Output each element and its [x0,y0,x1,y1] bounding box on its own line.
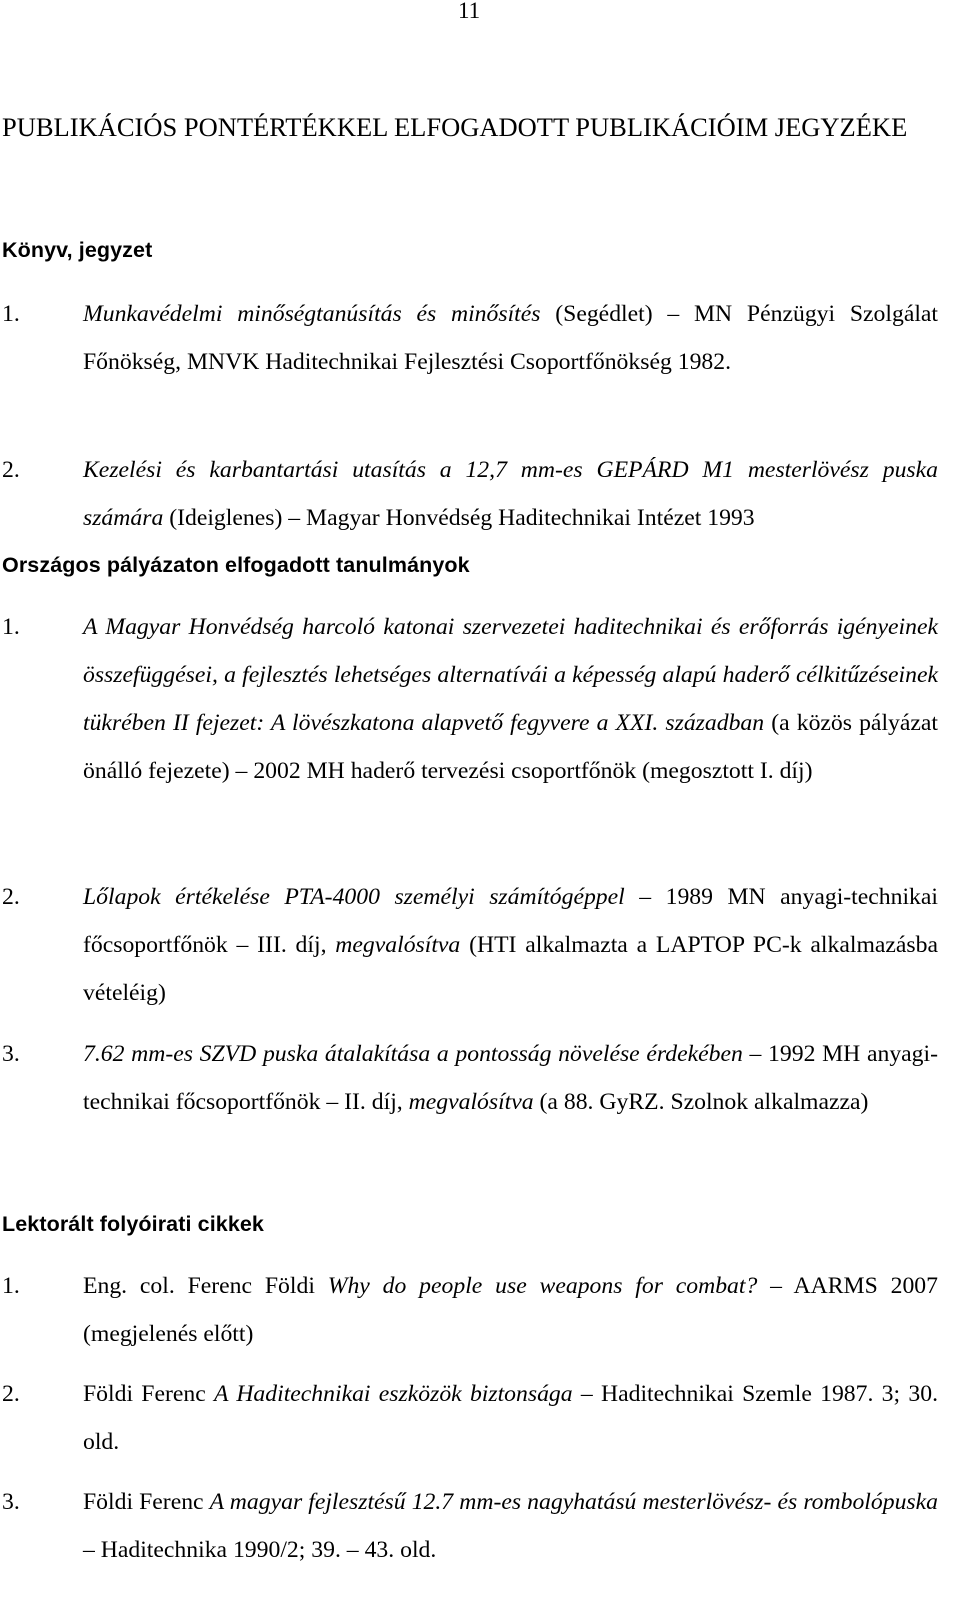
publication-title: Lőlapok értékelése PTA-4000 személyi számítógéppel [83,884,625,910]
item-number: 3. [2,1489,20,1515]
list-item [2,290,938,386]
realized-note: megvalósítva [335,932,461,958]
list-item [2,1478,938,1574]
list-item [2,603,938,795]
page-number: 11 [458,0,481,23]
publication-details: – AARMS 2007 (megjelenés előtt) [83,1273,938,1347]
publication-authors: Földi Ferenc [83,1489,210,1515]
publication-details: – Haditechnikai Szemle 1987. 3; 30. old. [83,1381,938,1455]
publication-authors: Eng. col. Ferenc Földi [83,1273,328,1299]
list-item [2,1370,938,1466]
publication-details: – 1989 MN anyagi-technikai főcsoportfőnök – III. díj, [83,884,938,958]
publication-details-cont: (HTI alkalmazta a LAPTOP PC-k alkalmazásba vételéig) [83,932,938,1006]
list-item [2,1262,938,1358]
item-number: 1. [2,1273,20,1299]
publication-title: Kezelési és karbantartási utasítás a 12,7 mm-es GEPÁRD M1 mesterlövész puska számára [83,457,938,531]
publication-details: (Ideiglenes) – Magyar Honvédség Haditechnikai Intézet 1993 [163,505,755,531]
realized-note: megvalósítva [408,1089,534,1115]
publication-details: (a közös pályázat önálló fejezete) – 2002 MH haderő tervezési csoportfőnök (megosztott I. díj) [83,710,938,784]
publication-authors: Földi Ferenc [83,1381,215,1407]
publication-title: A Haditechnikai eszközök biztonsága [214,1381,573,1407]
publication-title: A Magyar Honvédség harcoló katonai szervezetei haditechnikai és erőforrás igényeinek összefüggései, a fejlesztés lehetséges alternatívái a képesség alapú haderő célkitűzéseinek tükrében II fejezet: A lövészkatona alapvető fegyvere a XXI. században [83,614,938,736]
item-number: 2. [2,457,20,483]
publication-title: Munkavédelmi minőségtanúsítás és minősítés [83,301,541,327]
section-heading-studies: Országos pályázaton elfogadott tanulmányok [2,553,470,577]
publication-details: – 1992 MH anyagi-technikai főcsoportfőnök – II. díj, [83,1041,938,1115]
item-number: 2. [2,884,20,910]
item-number: 1. [2,614,20,640]
item-number: 1. [2,301,20,327]
publication-title: A magyar fejlesztésű 12.7 mm-es nagyhatású mesterlövész- és rombolópuska [209,1489,938,1515]
list-item [2,1030,938,1126]
publication-title: 7.62 mm-es SZVD puska átalakítása a pontosság növelése érdekében [83,1041,743,1067]
publication-details: (Segédlet) – MN Pénzügyi Szolgálat Főnökség, MNVK Haditechnikai Fejlesztési Csoportfőnökség 1982. [83,301,939,375]
item-number: 2. [2,1381,20,1407]
section-heading-books: Könyv, jegyzet [2,238,153,262]
list-item [2,446,938,542]
publication-details-cont: (a 88. GyRZ. Szolnok alkalmazza) [533,1089,869,1115]
publication-details: – Haditechnika 1990/2; 39. – 43. old. [83,1537,437,1563]
page-title: PUBLIKÁCIÓS PONTÉRTÉKKEL ELFOGADOTT PUBLIKÁCIÓIM JEGYZÉKE [2,112,908,142]
section-heading-articles: Lektorált folyóirati cikkek [2,1212,264,1236]
item-number: 3. [2,1041,20,1067]
list-item [2,873,938,1017]
publication-title: Why do people use weapons for combat? [327,1273,758,1299]
